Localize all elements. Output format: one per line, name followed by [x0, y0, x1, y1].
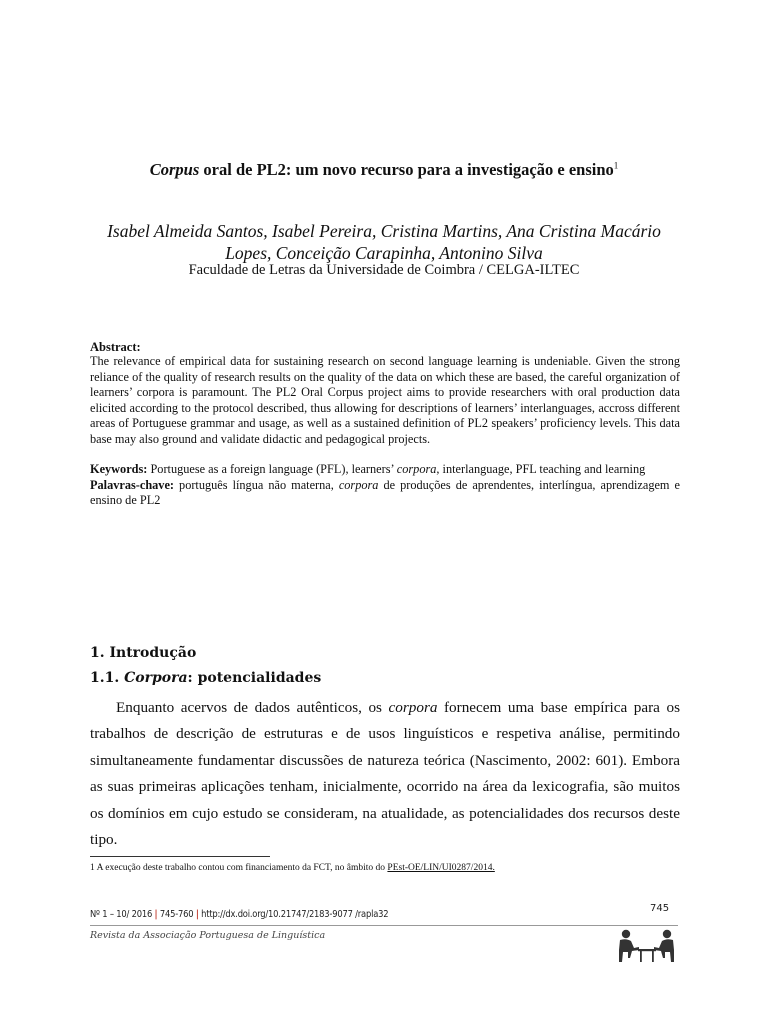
page-range: 745-760 — [157, 909, 196, 920]
title-italic: Corpus — [149, 160, 200, 179]
keywords-block — [90, 462, 680, 509]
separator-1: | — [154, 909, 158, 920]
subsection-rest: : potencialidades — [187, 670, 322, 686]
keywords-text-a: Portuguese as a foreign language (PFL), learners’ — [147, 462, 397, 476]
palavras-line — [90, 478, 680, 509]
keywords-text-b: , interlanguage, PFL teaching and learning — [436, 462, 646, 476]
footer-divider — [90, 925, 678, 926]
doi-link[interactable]: http://dx.doi.org/10.21747/2183-9077 /rapla32 — [198, 909, 389, 920]
subsection-number: 1.1. — [90, 670, 125, 686]
palavras-label: Palavras-chave: — [90, 477, 175, 492]
keywords-italic: corpora — [396, 462, 437, 476]
footnote-divider — [90, 856, 270, 857]
paper-title — [0, 160, 768, 180]
palavras-italic: corpora — [338, 477, 379, 492]
subsection-italic: Corpora — [124, 670, 188, 686]
footnote-link[interactable]: PEst-OE/LIN/UI0287/2014. — [387, 863, 495, 873]
issue-number: Nº 1 – 10/ 2016 — [90, 909, 155, 920]
abstract-label: Abstract: — [90, 340, 141, 354]
separator-2: | — [195, 909, 199, 920]
title-footnote-marker: 1 — [613, 160, 619, 171]
abstract-text: The relevance of empirical data for sustaining research on second language learning is undeniable. Given the strong reliance of the quality of research results on the quality of the data on which these are based, the careful organization of learners’ corpora is paramount. The PL2 Oral Corpus project aims to provide researchers with oral production data elicited according to the protocol described, thus allowing for descriptions of learners’ interlanguages, accross different areas of Portuguese grammar and usage, as well as a sustained definition of PL2 speakers’ proficiency levels. This data base may also ground and validate didactic and pedagogical projects. — [90, 354, 680, 446]
title-rest: oral de PL2: um novo recurso para a investigação e ensino — [199, 160, 614, 179]
page-number: 745 — [650, 903, 670, 914]
journal-name: Revista da Associação Portuguesa de Linguística — [90, 930, 326, 941]
affiliation: Faculdade de Letras da Universidade de Coimbra / CELGA-ILTEC — [188, 262, 580, 278]
body-text-a: Enquanto acervos de dados autênticos, os — [116, 699, 389, 716]
keywords-line — [90, 462, 680, 478]
subsection-heading — [90, 670, 321, 686]
paragraph-1 — [90, 695, 680, 853]
authors-line-1: Isabel Almeida Santos, Isabel Pereira, Cristina Martins, Ana Cristina Macário — [107, 221, 661, 241]
authors-line-2: Lopes, Conceição Carapinha, Antonino Silva — [225, 243, 543, 263]
palavras-text-b: de produções de aprendentes, interlíngua, aprendizagem e ensino de PL2 — [90, 477, 680, 507]
author-list — [60, 220, 708, 264]
body-text-b: fornecem uma base empírica para os trabalhos de descrição de estruturas e de usos linguísticos e respetiva análise, permitindo simultaneamente fundamentar discussões de natureza teórica (Nascimento, 2002: 601). Embora as suas primeiras aplicações tenham, inicialmente, ocorrido na área da lexicografia, são muitos os domínios em cujo estudo se consideram, na atualidade, as potencialidades dos recursos deste tipo. — [90, 699, 680, 849]
two-people-talking-logo — [612, 928, 682, 964]
body-italic: corpora — [388, 699, 438, 716]
footnote — [90, 863, 495, 873]
palavras-text-a: português língua não materna, — [174, 477, 339, 492]
body-paragraph — [90, 695, 680, 853]
footnote-text: 1 A execução deste trabalho contou com financiamento da FCT, no âmbito do — [90, 863, 388, 873]
issue-line — [90, 909, 388, 920]
section-heading: 1. Introdução — [90, 645, 197, 661]
keywords-label: Keywords: — [90, 462, 148, 476]
